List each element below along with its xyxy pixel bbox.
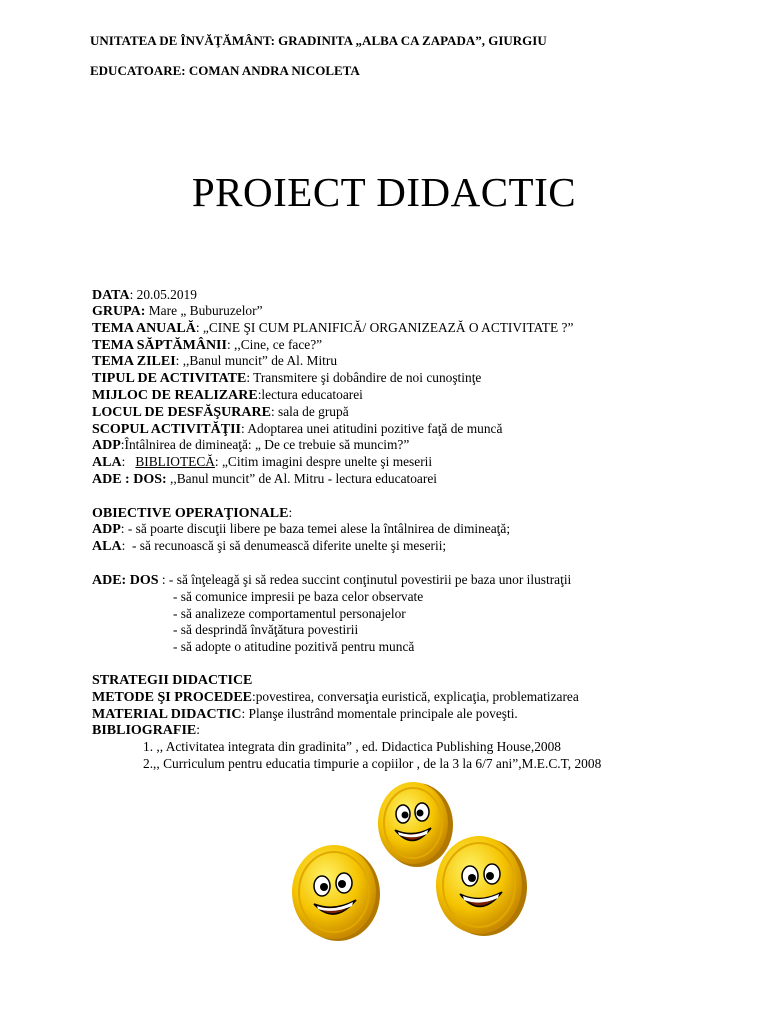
info-tema-saptamanii: TEMA SĂPTĂMÂNII: ,,Cine, ce face?” <box>92 337 323 353</box>
info-scopul: SCOPUL ACTIVITĂŢII: Adoptarea unei atitudini pozitive faţă de muncă <box>92 421 503 437</box>
objective-ade: ADE: DOS : - să înţeleagă şi să redea succint conţinutul povestirii pe baza unor ilustraţii <box>92 572 572 588</box>
objectives-heading: OBIECTIVE OPERAŢIONALE: <box>92 505 293 521</box>
info-ade: ADE : DOS: ,,Banul muncit” de Al. Mitru - lectura educatoarei <box>92 471 437 487</box>
info-tema-anuala: TEMA ANUALĂ: „CINE ŞI CUM PLANIFICĂ/ ORGANIZEAZĂ O ACTIVITATE ?” <box>92 320 574 336</box>
info-ala: ALA: BIBLIOTECĂ: „Citim imagini despre unelte şi meserii <box>92 454 433 470</box>
teacher-header: EDUCATOARE: COMAN ANDRA NICOLETA <box>90 63 360 78</box>
info-mijloc: MIJLOC DE REALIZARE:lectura educatoarei <box>92 387 363 403</box>
objective-adp: ADP: - să poarte discuţii libere pe baza temei alese la întâlnirea de dimineaţă; <box>92 521 511 537</box>
school-unit-header: UNITATEA DE ÎNVĂŢĂMÂNT: GRADINITA „ALBA CA ZAPADA”, GIURGIU <box>90 33 547 48</box>
bibliography-item: 2.,, Curriculum pentru educatia timpurie a copiilor , de la 3 la 6/7 ani”,M.E.C.T, 2008 <box>143 756 602 771</box>
document-title: PROIECT DIDACTIC <box>191 169 577 215</box>
smiley-coin-icon <box>288 840 383 945</box>
info-locul: LOCUL DE DESFĂŞURARE: sala de grupă <box>92 404 349 420</box>
biblioteca-link: BIBLIOTECĂ <box>135 454 215 469</box>
strategy-material: MATERIAL DIDACTIC: Planşe ilustrând momentale principale ale poveşti. <box>92 706 518 722</box>
info-grupa: GRUPA: Mare „ Buburuzelor” <box>92 303 263 319</box>
strategies-heading: STRATEGII DIDACTICE <box>92 673 253 688</box>
ade-item: - să comunice impresii pe baza celor observate <box>173 589 424 604</box>
strategy-metode: METODE ŞI PROCEDEE:povestirea, conversaţia euristică, explicaţia, problematizarea <box>92 689 579 705</box>
ade-item: - să analizeze comportamentul personajelor <box>173 606 406 621</box>
info-tema-zilei: TEMA ZILEI: ,,Banul muncit” de Al. Mitru <box>92 353 338 369</box>
info-adp: ADP:Întâlnirea de dimineaţă: „ De ce trebuie să muncim?” <box>92 437 410 453</box>
smiley-coin-icon <box>430 830 530 940</box>
objective-ala: ALA: - să recunoască şi să denumească diferite unelte şi meserii; <box>92 538 447 554</box>
bibliography-item: 1. ,, Activitatea integrata din gradinita” , ed. Didactica Publishing House,2008 <box>143 739 561 754</box>
ade-item: - să desprindă învăţătura povestirii <box>173 622 359 637</box>
info-tipul: TIPUL DE ACTIVITATE: Transmitere şi dobândire de noi cunoştinţe <box>92 370 482 386</box>
strategy-bibliografie: BIBLIOGRAFIE: <box>92 722 200 738</box>
info-data: DATA: 20.05.2019 <box>92 287 197 303</box>
ade-item: - să adopte o atitudine pozitivă pentru muncă <box>173 639 415 654</box>
